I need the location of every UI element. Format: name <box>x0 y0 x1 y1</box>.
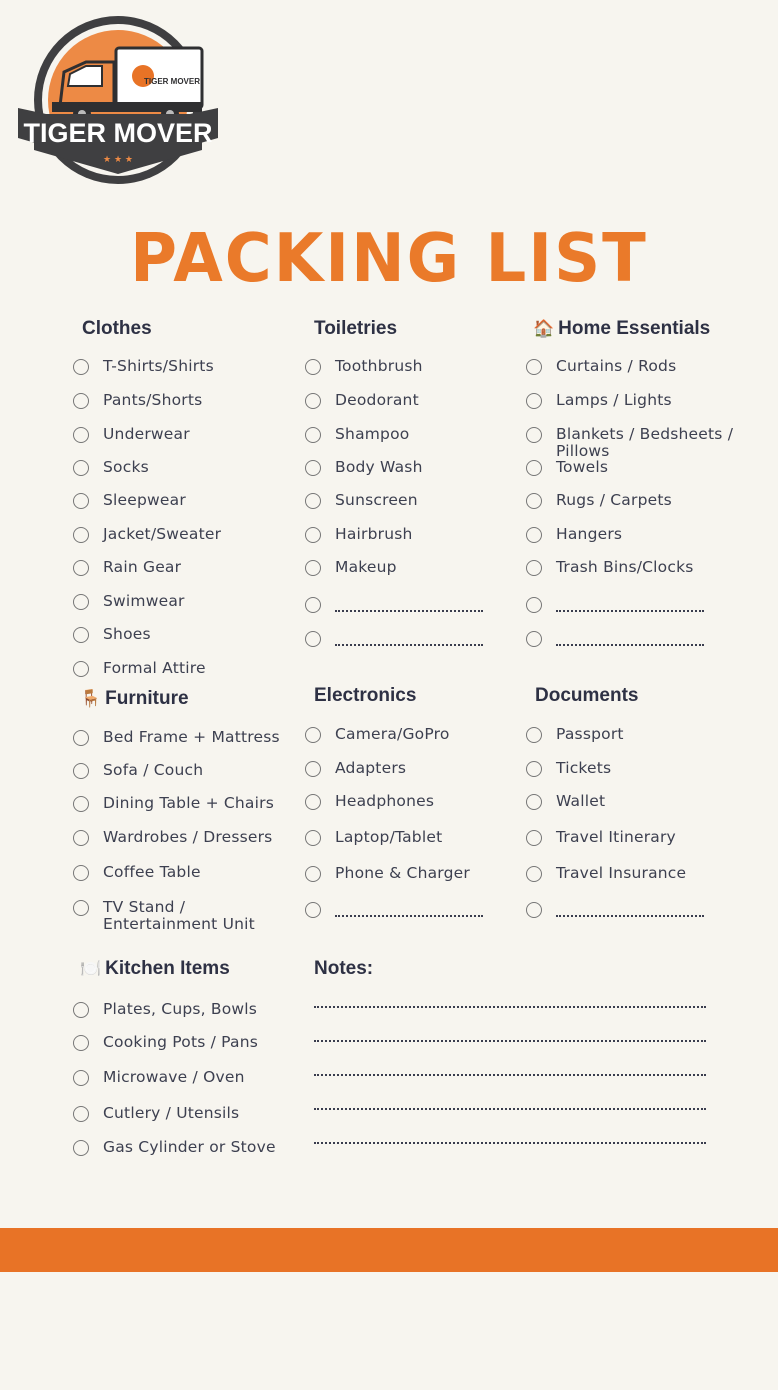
checklist-item-label: Cutlery / Utensils <box>103 1104 240 1122</box>
checklist-item-label: Plates, Cups, Bowls <box>103 1000 258 1018</box>
checkbox-circle[interactable] <box>305 761 321 777</box>
checklist-item-label: Toothbrush <box>335 357 423 375</box>
checklist-item[interactable] <box>73 1001 257 1018</box>
checklist-item-label: Adapters <box>335 759 407 777</box>
checkbox-circle[interactable] <box>73 661 89 677</box>
checkbox-circle[interactable] <box>73 900 89 916</box>
checklist-item-label: Jacket/Sweater <box>103 525 222 543</box>
checkbox-circle[interactable] <box>73 594 89 610</box>
checklist-item[interactable] <box>305 865 470 882</box>
checklist-item[interactable] <box>73 559 181 576</box>
checkbox-circle[interactable] <box>526 597 542 613</box>
checkbox-circle[interactable] <box>73 830 89 846</box>
checklist-item[interactable] <box>73 392 202 409</box>
checkbox-circle[interactable] <box>73 460 89 476</box>
checklist-item[interactable] <box>73 864 201 881</box>
checklist-item[interactable] <box>305 492 418 509</box>
blank-line[interactable] <box>556 901 704 917</box>
blank-line[interactable] <box>335 630 483 646</box>
electronics-heading-text: Electronics <box>314 685 417 706</box>
checklist-item-label: Sleepwear <box>103 491 186 509</box>
checkbox-circle[interactable] <box>526 866 542 882</box>
checklist-item[interactable] <box>73 762 203 779</box>
home-heading <box>533 318 710 340</box>
checklist-item[interactable] <box>526 760 611 777</box>
checklist-item-label: Rugs / Carpets <box>556 491 672 509</box>
checklist-item[interactable] <box>73 899 283 933</box>
checkbox-circle[interactable] <box>73 865 89 881</box>
checklist-item[interactable] <box>73 795 274 812</box>
checklist-item[interactable] <box>526 426 746 460</box>
blank-line[interactable] <box>556 596 704 612</box>
notes-line[interactable] <box>314 1142 706 1144</box>
checklist-item-label: Wallet <box>556 792 606 810</box>
checklist-item[interactable] <box>73 829 272 846</box>
checkbox-circle[interactable] <box>526 560 542 576</box>
clothes-heading <box>82 318 152 340</box>
checklist-item[interactable] <box>73 358 214 375</box>
toiletries-heading <box>314 318 397 340</box>
checkbox-circle[interactable] <box>73 427 89 443</box>
checklist-item[interactable] <box>526 392 672 409</box>
checkbox-circle[interactable] <box>73 730 89 746</box>
home-heading-text: Home Essentials <box>558 318 711 339</box>
checklist-item[interactable] <box>526 492 672 509</box>
checkbox-circle[interactable] <box>526 631 542 647</box>
checklist-item[interactable] <box>305 793 434 810</box>
checkbox-circle[interactable] <box>305 359 321 375</box>
checkbox-circle[interactable] <box>73 1035 89 1051</box>
checklist-item[interactable] <box>526 459 608 476</box>
checklist-item-label: TV Stand / Entertainment Unit <box>103 898 255 933</box>
blank-line[interactable] <box>335 901 483 917</box>
kitchen-heading <box>80 958 230 980</box>
checklist-item[interactable] <box>526 526 622 543</box>
blank-checklist-item[interactable] <box>305 901 483 918</box>
clothes-heading-text: Clothes <box>82 318 152 339</box>
checkbox-circle[interactable] <box>73 359 89 375</box>
checklist-item-label: Wardrobes / Dressers <box>103 828 273 846</box>
checklist-item-label: Rain Gear <box>103 558 182 576</box>
blank-line[interactable] <box>556 630 704 646</box>
checklist-item[interactable] <box>305 829 442 846</box>
kitchen-heading-text: Kitchen Items <box>105 958 230 979</box>
checklist-item[interactable] <box>305 358 423 375</box>
checkbox-circle[interactable] <box>526 761 542 777</box>
checklist-item[interactable] <box>73 526 221 543</box>
checkbox-circle[interactable] <box>305 902 321 918</box>
checkbox-circle[interactable] <box>73 1070 89 1086</box>
checklist-item[interactable] <box>73 1105 239 1122</box>
logo-text: TIGER MOVER <box>23 118 213 148</box>
blank-checklist-item[interactable] <box>526 630 704 647</box>
checklist-item[interactable] <box>305 459 423 476</box>
checkbox-circle[interactable] <box>305 393 321 409</box>
fork-knife-emoji-icon: 🍽️ <box>80 959 102 978</box>
checklist-item-label: Hangers <box>556 525 623 543</box>
blank-checklist-item[interactable] <box>305 630 483 647</box>
blank-line[interactable] <box>335 596 483 612</box>
checkbox-circle[interactable] <box>305 493 321 509</box>
notes-heading <box>314 958 373 980</box>
checklist-item[interactable] <box>526 726 624 743</box>
checkbox-circle[interactable] <box>526 460 542 476</box>
notes-line[interactable] <box>314 1108 706 1110</box>
checklist-item-label: Curtains / Rods <box>556 357 677 375</box>
checkbox-circle[interactable] <box>526 393 542 409</box>
checkbox-circle[interactable] <box>305 866 321 882</box>
checklist-item[interactable] <box>73 1034 258 1051</box>
checklist-item[interactable] <box>526 793 605 810</box>
checklist-item[interactable] <box>526 559 694 576</box>
checklist-item-label: Travel Itinerary <box>556 828 676 846</box>
checklist-item-label: Tickets <box>556 759 612 777</box>
notes-line[interactable] <box>314 1006 706 1008</box>
blank-checklist-item[interactable] <box>305 596 483 613</box>
blank-checklist-item[interactable] <box>526 901 704 918</box>
documents-heading-text: Documents <box>535 685 639 706</box>
checkbox-circle[interactable] <box>526 493 542 509</box>
checklist-item[interactable] <box>305 426 409 443</box>
svg-text:★ ★ ★: ★ ★ ★ <box>103 155 133 165</box>
checklist-item-label: Sofa / Couch <box>103 761 204 779</box>
checkbox-circle[interactable] <box>526 427 542 443</box>
checklist-item-label: Trash Bins/Clocks <box>556 558 694 576</box>
checklist-item-label: Camera/GoPro <box>335 725 450 743</box>
checklist-item-label: Lamps / Lights <box>556 391 672 409</box>
checklist-item-label: Sunscreen <box>335 491 418 509</box>
checkbox-circle[interactable] <box>305 527 321 543</box>
toiletries-heading-text: Toiletries <box>314 318 398 339</box>
checklist-item[interactable] <box>73 593 185 610</box>
checklist-item-label: Travel Insurance <box>556 864 687 882</box>
checklist-item-label: Microwave / Oven <box>103 1068 245 1086</box>
checklist-item[interactable] <box>73 426 190 443</box>
notes-line[interactable] <box>314 1074 706 1076</box>
checkbox-circle[interactable] <box>526 359 542 375</box>
checkbox-circle[interactable] <box>73 393 89 409</box>
electronics-heading <box>314 685 416 707</box>
checklist-item-label: Bed Frame + Mattress <box>103 728 280 746</box>
checklist-item-label: Socks <box>103 458 149 476</box>
checklist-item[interactable] <box>526 865 686 882</box>
house-emoji-icon: 🏠 <box>533 319 555 338</box>
checkbox-circle[interactable] <box>73 560 89 576</box>
checklist-item[interactable] <box>73 459 149 476</box>
checkbox-circle[interactable] <box>305 427 321 443</box>
checklist-item[interactable] <box>305 726 450 743</box>
checklist-item-label: Makeup <box>335 558 397 576</box>
notes-line[interactable] <box>314 1040 706 1042</box>
checkbox-circle[interactable] <box>73 763 89 779</box>
checklist-item[interactable] <box>526 358 676 375</box>
checklist-item-label: Towels <box>556 458 609 476</box>
checklist-item[interactable] <box>305 526 413 543</box>
checklist-item-label: Swimwear <box>103 592 185 610</box>
checklist-item[interactable] <box>73 660 206 677</box>
checklist-item-label: Deodorant <box>335 391 419 409</box>
checklist-item[interactable] <box>526 829 676 846</box>
checkbox-circle[interactable] <box>305 830 321 846</box>
chair-emoji-icon: 🪑 <box>80 689 102 708</box>
checklist-item[interactable] <box>73 626 151 643</box>
checklist-item-label: Headphones <box>335 792 435 810</box>
checkbox-circle[interactable] <box>305 560 321 576</box>
checklist-item-label: Hairbrush <box>335 525 413 543</box>
checklist-item-label: Cooking Pots / Pans <box>103 1033 259 1051</box>
checklist-item-label: Passport <box>556 725 624 743</box>
checklist-item-label: Gas Cylinder or Stove <box>103 1138 276 1156</box>
checkbox-circle[interactable] <box>526 830 542 846</box>
checkbox-circle[interactable] <box>526 902 542 918</box>
checklist-item-label: Shampoo <box>335 425 410 443</box>
checklist-item-label: Dining Table + Chairs <box>103 794 274 812</box>
tiger-mover-logo <box>16 14 220 186</box>
checkbox-circle[interactable] <box>305 460 321 476</box>
checkbox-circle[interactable] <box>305 727 321 743</box>
checklist-item[interactable] <box>305 760 406 777</box>
furniture-heading-text: Furniture <box>105 688 189 709</box>
blank-checklist-item[interactable] <box>526 596 704 613</box>
checklist-item-label: Phone & Charger <box>335 864 470 882</box>
documents-heading <box>535 685 638 707</box>
checklist-item-label: Shoes <box>103 625 151 643</box>
checkbox-circle[interactable] <box>305 631 321 647</box>
checklist-item[interactable] <box>73 1139 276 1156</box>
svg-text:TIGER MOVER: TIGER MOVER <box>143 77 201 86</box>
checklist-item-label: Body Wash <box>335 458 423 476</box>
furniture-heading <box>80 688 189 710</box>
checkbox-circle[interactable] <box>526 527 542 543</box>
checkbox-circle[interactable] <box>73 627 89 643</box>
checkbox-circle[interactable] <box>526 794 542 810</box>
page-title: PACKING LIST <box>130 220 648 298</box>
checklist-item[interactable] <box>73 1069 245 1086</box>
checklist-item[interactable] <box>305 392 419 409</box>
checkbox-circle[interactable] <box>73 796 89 812</box>
checklist-item-label: Pants/Shorts <box>103 391 203 409</box>
checkbox-circle[interactable] <box>73 1002 89 1018</box>
checkbox-circle[interactable] <box>73 1106 89 1122</box>
notes-heading-text: Notes: <box>314 958 374 979</box>
checkbox-circle[interactable] <box>526 727 542 743</box>
footer-bar <box>0 1228 778 1272</box>
checklist-item-label: Coffee Table <box>103 863 201 881</box>
checklist-item-label: Underwear <box>103 425 190 443</box>
checkbox-circle[interactable] <box>305 597 321 613</box>
checkbox-circle[interactable] <box>73 493 89 509</box>
checkbox-circle[interactable] <box>73 1140 89 1156</box>
checklist-item[interactable] <box>73 729 280 746</box>
checkbox-circle[interactable] <box>73 527 89 543</box>
checkbox-circle[interactable] <box>305 794 321 810</box>
checklist-item[interactable] <box>305 559 397 576</box>
checklist-item-label: Laptop/Tablet <box>335 828 443 846</box>
checklist-item-label: T-Shirts/Shirts <box>103 357 214 375</box>
checklist-item[interactable] <box>73 492 186 509</box>
checklist-item-label: Formal Attire <box>103 659 206 677</box>
checklist-item-label: Blankets / Bedsheets / Pillows <box>556 425 734 460</box>
